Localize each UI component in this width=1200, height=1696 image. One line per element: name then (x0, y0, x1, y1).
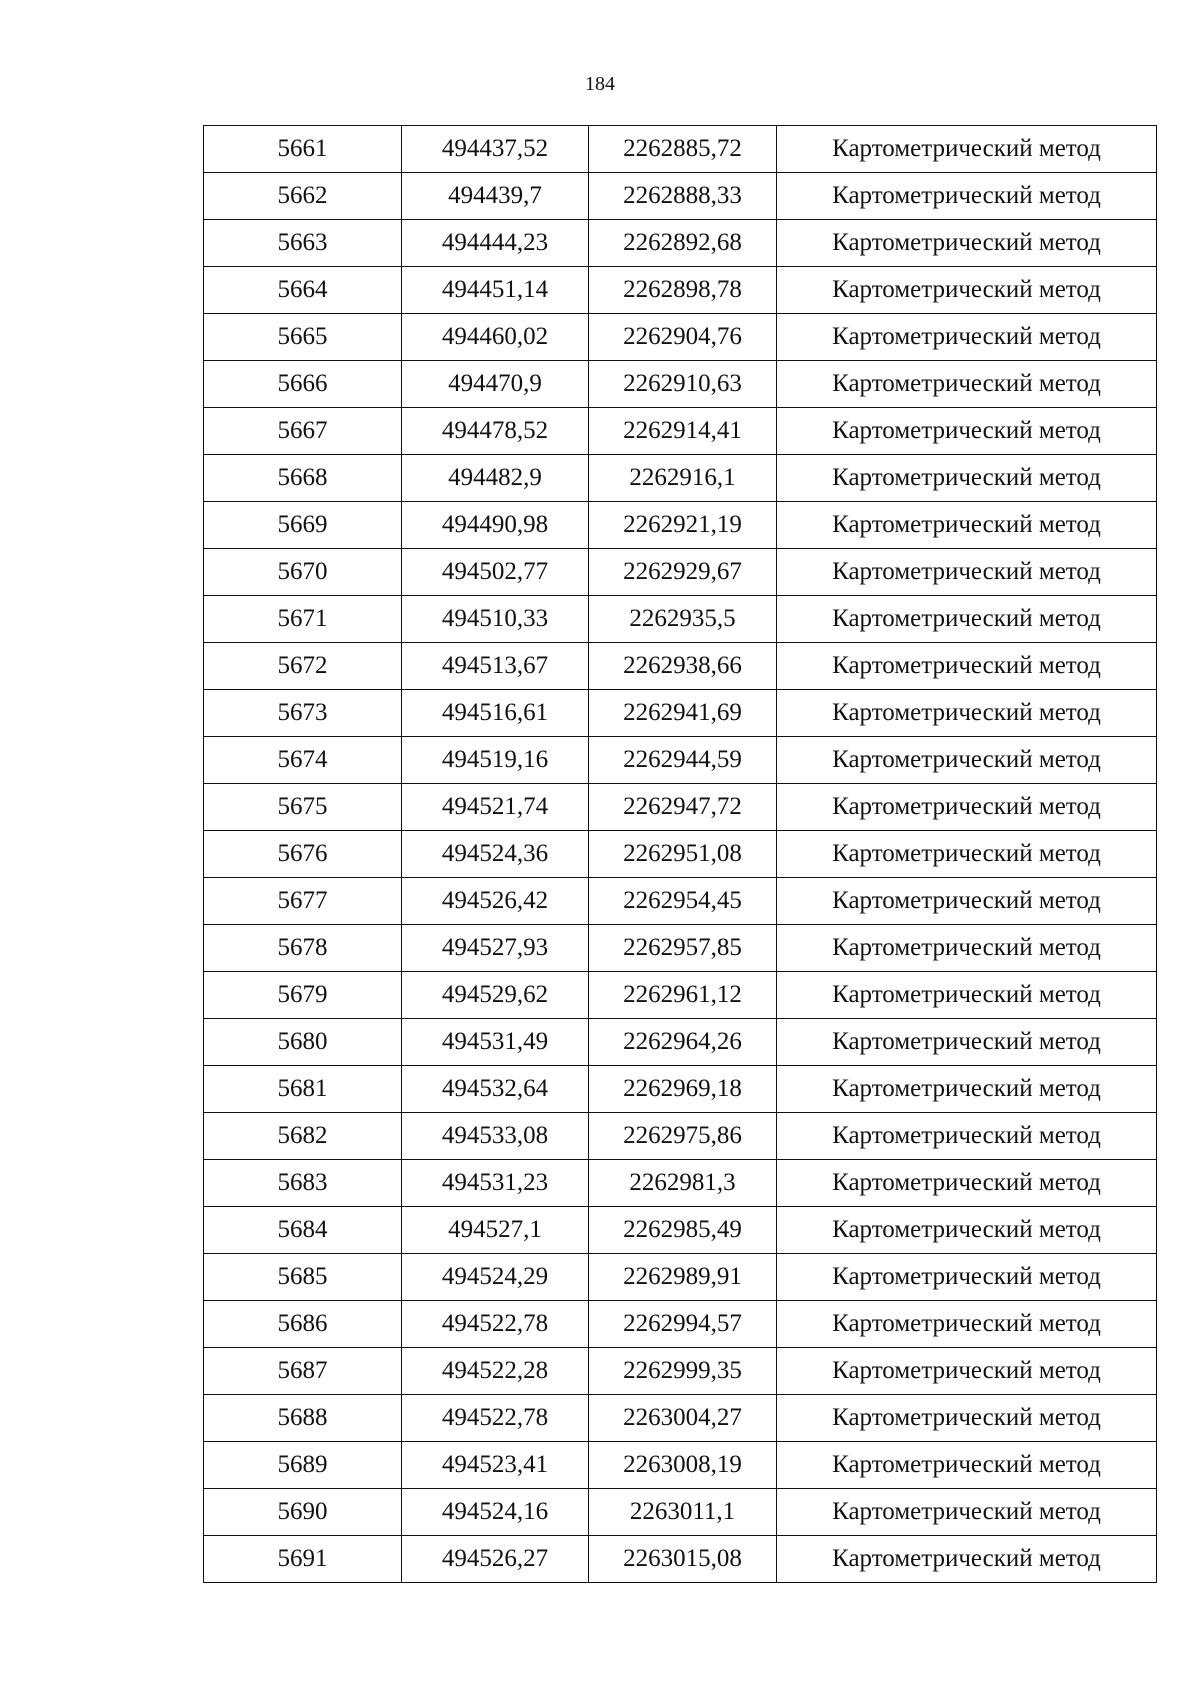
y-coordinate-cell: 2262892,68 (589, 220, 777, 267)
method-cell: Картометрический метод (777, 831, 1157, 878)
x-coordinate-cell: 494526,42 (402, 878, 589, 925)
y-coordinate-cell: 2262944,59 (589, 737, 777, 784)
method-cell: Картометрический метод (777, 1019, 1157, 1066)
point-number-cell: 5688 (204, 1395, 402, 1442)
x-coordinate-cell: 494451,14 (402, 267, 589, 314)
table-row (204, 1395, 1157, 1442)
coordinates-table (203, 125, 1157, 1583)
page-number: 184 (585, 73, 615, 95)
table-row (204, 1348, 1157, 1395)
x-coordinate-cell: 494519,16 (402, 737, 589, 784)
table-row (204, 784, 1157, 831)
point-number-cell: 5671 (204, 596, 402, 643)
method-cell: Картометрический метод (777, 784, 1157, 831)
method-cell: Картометрический метод (777, 314, 1157, 361)
point-number-cell: 5664 (204, 267, 402, 314)
method-cell: Картометрический метод (777, 925, 1157, 972)
y-coordinate-cell: 2262938,66 (589, 643, 777, 690)
table-row (204, 831, 1157, 878)
method-cell: Картометрический метод (777, 502, 1157, 549)
table-row (204, 1066, 1157, 1113)
method-cell: Картометрический метод (777, 1489, 1157, 1536)
y-coordinate-cell: 2262994,57 (589, 1301, 777, 1348)
y-coordinate-cell: 2262941,69 (589, 690, 777, 737)
x-coordinate-cell: 494510,33 (402, 596, 589, 643)
table-row (204, 1113, 1157, 1160)
y-coordinate-cell: 2262929,67 (589, 549, 777, 596)
y-coordinate-cell: 2262914,41 (589, 408, 777, 455)
x-coordinate-cell: 494532,64 (402, 1066, 589, 1113)
method-cell: Картометрический метод (777, 173, 1157, 220)
y-coordinate-cell: 2262947,72 (589, 784, 777, 831)
point-number-cell: 5685 (204, 1254, 402, 1301)
point-number-cell: 5670 (204, 549, 402, 596)
point-number-cell: 5680 (204, 1019, 402, 1066)
y-coordinate-cell: 2262961,12 (589, 972, 777, 1019)
point-number-cell: 5681 (204, 1066, 402, 1113)
table-row (204, 1207, 1157, 1254)
x-coordinate-cell: 494522,78 (402, 1301, 589, 1348)
x-coordinate-cell: 494516,61 (402, 690, 589, 737)
x-coordinate-cell: 494490,98 (402, 502, 589, 549)
method-cell: Картометрический метод (777, 878, 1157, 925)
point-number-cell: 5690 (204, 1489, 402, 1536)
method-cell: Картометрический метод (777, 408, 1157, 455)
point-number-cell: 5666 (204, 361, 402, 408)
table-row (204, 737, 1157, 784)
method-cell: Картометрический метод (777, 596, 1157, 643)
y-coordinate-cell: 2262999,35 (589, 1348, 777, 1395)
method-cell: Картометрический метод (777, 455, 1157, 502)
x-coordinate-cell: 494524,36 (402, 831, 589, 878)
method-cell: Картометрический метод (777, 1348, 1157, 1395)
point-number-cell: 5661 (204, 126, 402, 173)
table-row (204, 878, 1157, 925)
method-cell: Картометрический метод (777, 1160, 1157, 1207)
table-row (204, 596, 1157, 643)
table-row (204, 1489, 1157, 1536)
method-cell: Картометрический метод (777, 267, 1157, 314)
x-coordinate-cell: 494437,52 (402, 126, 589, 173)
point-number-cell: 5678 (204, 925, 402, 972)
table-row (204, 1254, 1157, 1301)
point-number-cell: 5684 (204, 1207, 402, 1254)
y-coordinate-cell: 2262989,91 (589, 1254, 777, 1301)
table-row (204, 361, 1157, 408)
point-number-cell: 5687 (204, 1348, 402, 1395)
x-coordinate-cell: 494523,41 (402, 1442, 589, 1489)
method-cell: Картометрический метод (777, 1536, 1157, 1583)
method-cell: Картометрический метод (777, 1254, 1157, 1301)
table-row (204, 1301, 1157, 1348)
y-coordinate-cell: 2262951,08 (589, 831, 777, 878)
method-cell: Картометрический метод (777, 549, 1157, 596)
point-number-cell: 5667 (204, 408, 402, 455)
method-cell: Картометрический метод (777, 220, 1157, 267)
x-coordinate-cell: 494531,49 (402, 1019, 589, 1066)
point-number-cell: 5677 (204, 878, 402, 925)
method-cell: Картометрический метод (777, 643, 1157, 690)
x-coordinate-cell: 494513,67 (402, 643, 589, 690)
y-coordinate-cell: 2262888,33 (589, 173, 777, 220)
point-number-cell: 5683 (204, 1160, 402, 1207)
x-coordinate-cell: 494482,9 (402, 455, 589, 502)
x-coordinate-cell: 494444,23 (402, 220, 589, 267)
y-coordinate-cell: 2262954,45 (589, 878, 777, 925)
x-coordinate-cell: 494522,78 (402, 1395, 589, 1442)
point-number-cell: 5682 (204, 1113, 402, 1160)
table-row (204, 173, 1157, 220)
table-row (204, 972, 1157, 1019)
table-row (204, 643, 1157, 690)
table-row (204, 1536, 1157, 1583)
method-cell: Картометрический метод (777, 972, 1157, 1019)
y-coordinate-cell: 2262985,49 (589, 1207, 777, 1254)
point-number-cell: 5675 (204, 784, 402, 831)
table-row (204, 690, 1157, 737)
table-row (204, 549, 1157, 596)
x-coordinate-cell: 494502,77 (402, 549, 589, 596)
x-coordinate-cell: 494470,9 (402, 361, 589, 408)
y-coordinate-cell: 2263011,1 (589, 1489, 777, 1536)
point-number-cell: 5691 (204, 1536, 402, 1583)
x-coordinate-cell: 494533,08 (402, 1113, 589, 1160)
y-coordinate-cell: 2263015,08 (589, 1536, 777, 1583)
point-number-cell: 5662 (204, 173, 402, 220)
table-row (204, 1442, 1157, 1489)
table-body (204, 126, 1157, 1583)
table-row (204, 408, 1157, 455)
table-row (204, 1019, 1157, 1066)
x-coordinate-cell: 494521,74 (402, 784, 589, 831)
y-coordinate-cell: 2262975,86 (589, 1113, 777, 1160)
point-number-cell: 5674 (204, 737, 402, 784)
method-cell: Картометрический метод (777, 1113, 1157, 1160)
table-row (204, 220, 1157, 267)
method-cell: Картометрический метод (777, 1066, 1157, 1113)
x-coordinate-cell: 494527,1 (402, 1207, 589, 1254)
method-cell: Картометрический метод (777, 1301, 1157, 1348)
x-coordinate-cell: 494526,27 (402, 1536, 589, 1583)
x-coordinate-cell: 494524,16 (402, 1489, 589, 1536)
table-row (204, 455, 1157, 502)
y-coordinate-cell: 2262910,63 (589, 361, 777, 408)
x-coordinate-cell: 494524,29 (402, 1254, 589, 1301)
point-number-cell: 5672 (204, 643, 402, 690)
table-row (204, 1160, 1157, 1207)
point-number-cell: 5676 (204, 831, 402, 878)
x-coordinate-cell: 494460,02 (402, 314, 589, 361)
method-cell: Картометрический метод (777, 737, 1157, 784)
y-coordinate-cell: 2262898,78 (589, 267, 777, 314)
point-number-cell: 5663 (204, 220, 402, 267)
y-coordinate-cell: 2262969,18 (589, 1066, 777, 1113)
x-coordinate-cell: 494527,93 (402, 925, 589, 972)
x-coordinate-cell: 494522,28 (402, 1348, 589, 1395)
point-number-cell: 5686 (204, 1301, 402, 1348)
table-row (204, 267, 1157, 314)
y-coordinate-cell: 2262935,5 (589, 596, 777, 643)
x-coordinate-cell: 494531,23 (402, 1160, 589, 1207)
method-cell: Картометрический метод (777, 1207, 1157, 1254)
table-row (204, 502, 1157, 549)
table-row (204, 314, 1157, 361)
y-coordinate-cell: 2262916,1 (589, 455, 777, 502)
y-coordinate-cell: 2263004,27 (589, 1395, 777, 1442)
method-cell: Картометрический метод (777, 361, 1157, 408)
y-coordinate-cell: 2262904,76 (589, 314, 777, 361)
y-coordinate-cell: 2263008,19 (589, 1442, 777, 1489)
x-coordinate-cell: 494529,62 (402, 972, 589, 1019)
table-row (204, 925, 1157, 972)
y-coordinate-cell: 2262885,72 (589, 126, 777, 173)
y-coordinate-cell: 2262957,85 (589, 925, 777, 972)
method-cell: Картометрический метод (777, 1395, 1157, 1442)
table-row (204, 126, 1157, 173)
point-number-cell: 5689 (204, 1442, 402, 1489)
method-cell: Картометрический метод (777, 1442, 1157, 1489)
y-coordinate-cell: 2262921,19 (589, 502, 777, 549)
y-coordinate-cell: 2262964,26 (589, 1019, 777, 1066)
point-number-cell: 5665 (204, 314, 402, 361)
point-number-cell: 5673 (204, 690, 402, 737)
method-cell: Картометрический метод (777, 690, 1157, 737)
point-number-cell: 5668 (204, 455, 402, 502)
method-cell: Картометрический метод (777, 126, 1157, 173)
point-number-cell: 5679 (204, 972, 402, 1019)
x-coordinate-cell: 494439,7 (402, 173, 589, 220)
point-number-cell: 5669 (204, 502, 402, 549)
x-coordinate-cell: 494478,52 (402, 408, 589, 455)
y-coordinate-cell: 2262981,3 (589, 1160, 777, 1207)
